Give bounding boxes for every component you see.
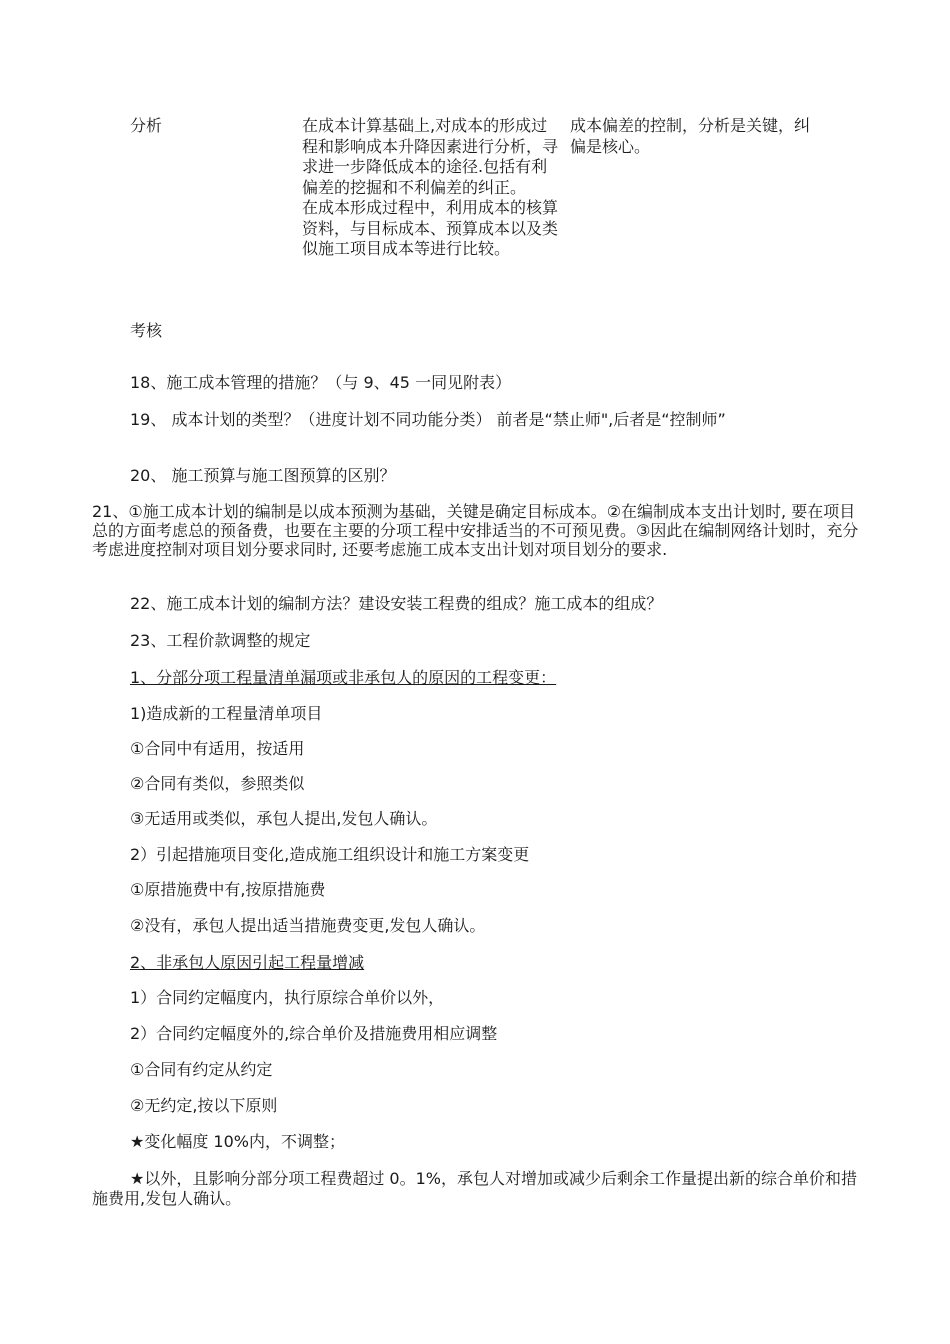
analysis-description-part2: 在成本形成过程中，利用成本的核算资料，与目标成本、预算成本以及类似施工项目成本等进行比较。 bbox=[302, 198, 559, 258]
list-item: ★以外，且影响分部分项工程费超过 0。1%，承包人对增加或减少后剩余工作量提出新的综合单价和措施费用,发包人确认。 bbox=[92, 1169, 857, 1208]
table-cell-analysis-description bbox=[302, 116, 560, 260]
list-item: ②没有，承包人提出适当措施费变更,发包人确认。 bbox=[130, 916, 486, 935]
paragraph-19: 19、 成本计划的类型？（进度计划不同功能分类） 前者是“禁止师",后者是“控制师” bbox=[130, 410, 726, 429]
section-heading-2: 2、非承包人原因引起工程量增减 bbox=[130, 953, 365, 972]
list-item: ③无适用或类似，承包人提出,发包人确认。 bbox=[130, 809, 438, 828]
paragraph-21: 21、①施工成本计划的编制是以成本预测为基础，关键是确定目标成本。②在编制成本支出计划时, 要在项目总的方面考虑总的预备费，也要在主要的分项工程中安排适当的不可预见费。③因此在编制网络计划时，充分考虑进度控制对项目划分要求同时, 还要考虑施工成本支出计划对项目划分的要求. bbox=[92, 502, 859, 559]
paragraph-23: 23、工程价款调整的规定 bbox=[130, 631, 311, 650]
table-row-label-assessment: 考核 bbox=[130, 321, 163, 340]
list-item: 1）合同约定幅度内，执行原综合单价以外， bbox=[130, 988, 445, 1007]
paragraph-18: 18、施工成本管理的措施？（与 9、45 一同见附表） bbox=[130, 373, 512, 392]
section-heading-1: 1、分部分项工程量清单漏项或非承包人的原因的工程变更： bbox=[130, 668, 557, 687]
table-row-label-analysis: 分析 bbox=[130, 116, 163, 135]
list-item: ②合同有类似，参照类似 bbox=[130, 774, 305, 793]
list-item: ①原措施费中有,按原措施费 bbox=[130, 880, 326, 899]
paragraph-22: 22、施工成本计划的编制方法？建设安装工程费的组成？施工成本的组成？ bbox=[130, 594, 663, 613]
analysis-description-part1: 在成本计算基础上,对成本的形成过程和影响成本升降因素进行分析，寻求进一步降低成本的途径.包括有利偏差的挖掘和不利偏差的纠正。 bbox=[302, 116, 559, 197]
list-item: ①合同中有适用，按适用 bbox=[130, 739, 305, 758]
list-item: 2）合同约定幅度外的,综合单价及措施费用相应调整 bbox=[130, 1024, 498, 1043]
list-item: 1)造成新的工程量清单项目 bbox=[130, 704, 323, 723]
list-item: ②无约定,按以下原则 bbox=[130, 1096, 278, 1115]
list-item: 2）引起措施项目变化,造成施工组织设计和施工方案变更 bbox=[130, 845, 530, 864]
paragraph-20: 20、 施工预算与施工图预算的区别？ bbox=[130, 466, 396, 485]
list-item: ①合同有约定从约定 bbox=[130, 1060, 273, 1079]
list-item: ★变化幅度 10%内，不调整； bbox=[130, 1132, 345, 1151]
table-cell-analysis-note: 成本偏差的控制，分析是关键，纠偏是核心。 bbox=[570, 116, 811, 156]
